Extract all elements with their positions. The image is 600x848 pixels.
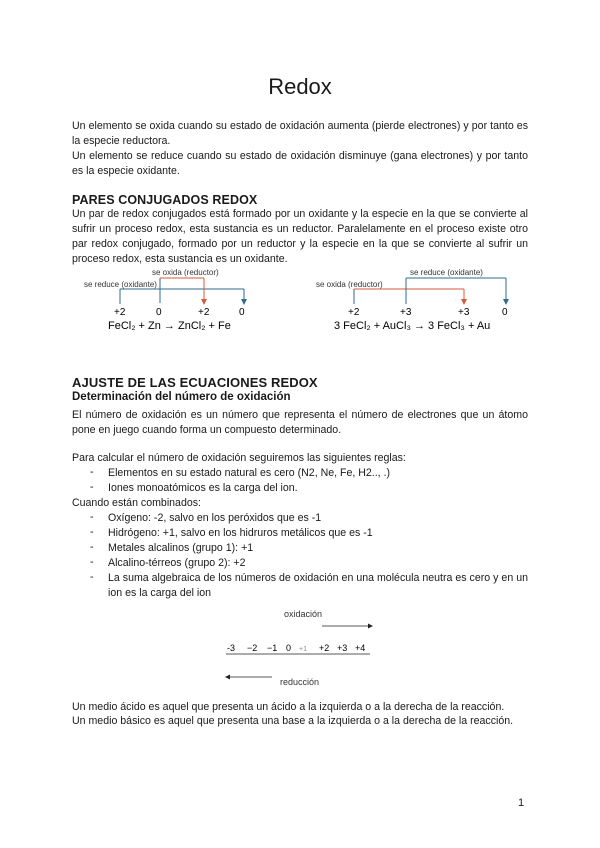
list-dash: - (90, 556, 94, 568)
diagram1-ox-3: +2 (198, 307, 210, 318)
intro-reduction: Un elemento se reduce cuando su estado de oxidación disminuye (gana electrones) y por tanto es la especie oxidante. (72, 150, 528, 177)
page-number: 1 (518, 797, 525, 809)
scale-number: −2 (247, 643, 258, 653)
combined-intro: Cuando están combinados: (72, 497, 201, 509)
rules-intro: Para calcular el número de oxidación seguiremos las siguientes reglas: (72, 452, 406, 464)
scale-number: −1 (267, 643, 278, 653)
list-dash: - (90, 481, 94, 493)
reduction-label: reducción (280, 677, 320, 687)
diagram1-label-top: se oxida (reductor) (152, 268, 219, 277)
section-heading-pares: PARES CONJUGADOS REDOX (72, 193, 258, 207)
diagram1-ox-2: 0 (156, 307, 162, 318)
diagram2-label-top: se reduce (oxidante) (410, 268, 483, 277)
section-heading-ajuste: AJUSTE DE LAS ECUACIONES REDOX (72, 375, 318, 390)
scale-number: +3 (337, 643, 348, 653)
medio-basico: Un medio básico es aquel que presenta una base a la izquierda o a la derecha de la reacción. (72, 715, 514, 727)
redox-diagram-2 (314, 266, 534, 336)
list-item: Elementos en su estado natural es cero (N2, Ne, Fe, H2.., .) (108, 467, 391, 479)
list-dash: - (90, 511, 94, 523)
scale-number: -3 (227, 643, 236, 653)
list-dash: - (90, 466, 94, 478)
list-item: Metales alcalinos (grupo 1): +1 (108, 542, 254, 554)
definition-text: El número de oxidación es un número que representa el número de electrones que un átomo pone en juego cuando forma un compuesto determinado. (72, 409, 528, 436)
scale-number: +4 (355, 643, 366, 653)
pares-text: Un par de redox conjugados está formado por un oxidante y la especie en la que se convierte al sufrir un proceso redox, esta sustancia es un reductor. Paralelamente en el proceso existe otro par redox conjugado, formado por un reductor y la especie en la que se convierte al sufrir un proceso redox, esta sustancia es un oxidante. (72, 208, 528, 265)
diagram1-equation: FeCl₂ + Zn → ZnCl₂ + Fe (108, 320, 231, 332)
intro-oxidation: Un elemento se oxida cuando su estado de oxidación aumenta (pierde electrones) y por tanto es la especie reductora. (72, 120, 528, 147)
list-dash: - (90, 541, 94, 553)
diagram2-ox-1: +2 (348, 307, 360, 318)
diagram2-ox-3: +3 (458, 307, 470, 318)
medio-acido: Un medio ácido es aquel que presenta un ácido a la izquierda o a la derecha de la reacción. (72, 701, 505, 713)
list-item: Iones monoatómicos es la carga del ion. (108, 482, 298, 494)
list-item: Alcalino-térreos (grupo 2): +2 (108, 557, 246, 569)
page-title: Redox (268, 74, 332, 99)
diagram2-ox-4: 0 (502, 307, 508, 318)
scale-number: +2 (319, 643, 330, 653)
scale-number: +1 (299, 646, 307, 653)
list-item: Oxígeno: -2, salvo en los peróxidos que es -1 (108, 512, 322, 524)
diagram1-ox-4: 0 (239, 307, 245, 318)
list-item: La suma algebraica de los números de oxidación en una molécula neutra es cero y en un ion es la carga del ion (108, 572, 528, 599)
subheading-numero-oxidacion: Determinación del número de oxidación (72, 391, 291, 403)
list-dash: - (90, 526, 94, 538)
diagram2-ox-2: +3 (400, 307, 412, 318)
scale-number: 0 (286, 643, 292, 653)
list-item: Hidrógeno: +1, salvo en los hidruros metálicos que es -1 (108, 527, 373, 539)
diagram2-equation: 3 FeCl₂ + AuCl₃ → 3 FeCl₃ + Au (334, 320, 491, 332)
diagram1-ox-1: +2 (114, 307, 126, 318)
oxidation-scale (218, 604, 408, 690)
redox-diagram-1 (78, 266, 298, 336)
diagram2-label-left: se oxida (reductor) (316, 280, 383, 289)
oxidation-label: oxidación (284, 609, 323, 619)
list-dash: - (90, 571, 94, 583)
diagram1-label-left: se reduce (oxidante) (84, 280, 157, 289)
